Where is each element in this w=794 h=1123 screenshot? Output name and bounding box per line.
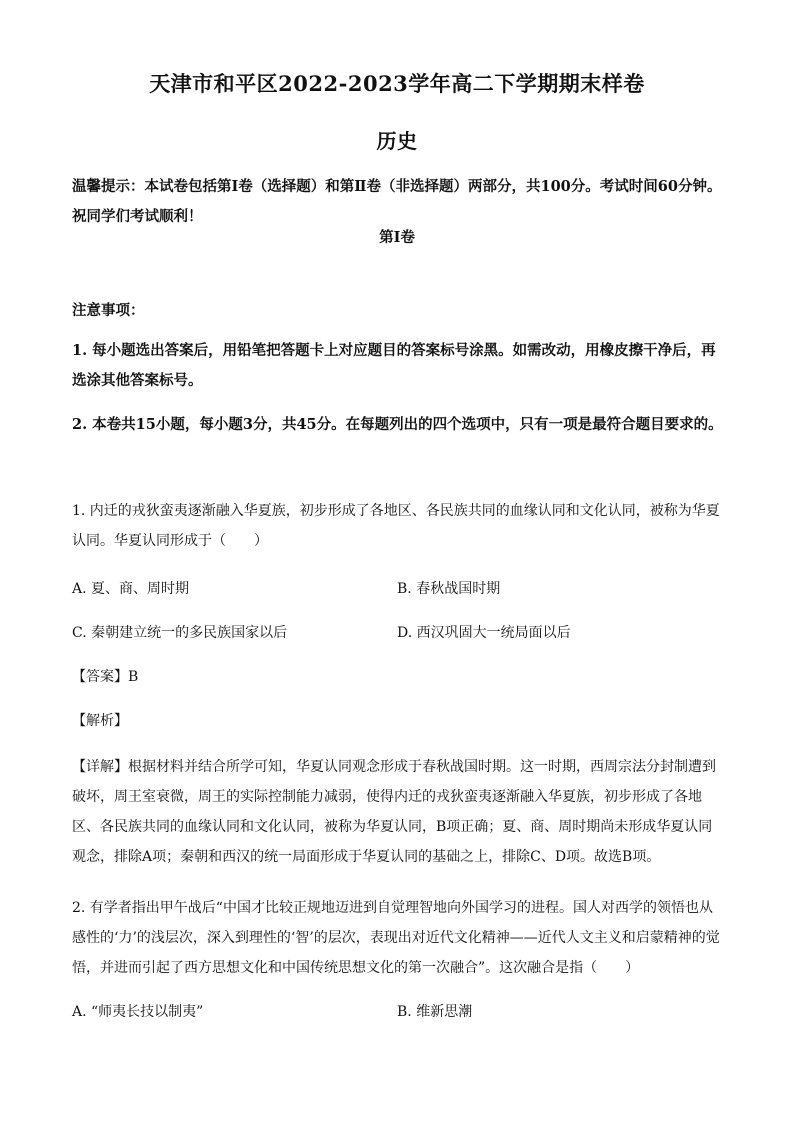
question-1-stem: 1. 内迁的戎狄蛮夷逐渐融入华夏族，初步形成了各地区、各民族共同的血缘认同和文化认同，被称为华夏认同。华夏认同形成于（ ） bbox=[72, 503, 720, 549]
question-2-option-a: A. “师夷长技以制夷” bbox=[72, 1004, 204, 1020]
notice-item-1: 1. 每小题选出答案后，用铅笔把答题卡上对应题目的答案标号涂黑。如需改动，用橡皮擦干净后，再选涂其他答案标号。 bbox=[72, 342, 716, 389]
question-1-option-b: B. 春秋战国时期 bbox=[397, 581, 501, 597]
question-1-detail bbox=[72, 752, 724, 872]
answer-value: B bbox=[128, 669, 139, 685]
question-1-answer bbox=[72, 667, 138, 687]
question-2-option-b: B. 维新思潮 bbox=[397, 1004, 473, 1020]
question-1-option-c: C. 秦朝建立统一的多民族国家以后 bbox=[72, 625, 288, 641]
reminder-text: 温馨提示：本试卷包括第Ⅰ卷（选择题）和第Ⅱ卷（非选择题）两部分，共100分。考试时间60分钟。祝同学们考试顺利！ bbox=[72, 178, 722, 225]
detail-text: 根据材料并结合所学可知，华夏认同观念形成于春秋战国时期。这一时期，西周宗法分封制遭到破坏，周王室衰微，周王的实际控制能力减弱，使得内迁的戎狄蛮夷逐渐融入华夏族，初步形成了各地区、各民族共同的血缘认同和文化认同，被称为华夏认同，B项正确；夏、商、周时期尚未形成华夏认同观念，排除A项；秦朝和西汉的统一局面形成于华夏认同的基础之上，排除C、D项。故选B项。 bbox=[72, 759, 716, 865]
question-1-option-d: D. 西汉巩固大一统局面以后 bbox=[397, 625, 571, 641]
question-2-stem: 2. 有学者指出甲午战后“中国才比较正规地迈进到自觉理智地向外国学习的进程。国人对西学的领悟也从感性的‘力’的浅层次，深入到理性的‘智’的层次，表现出对近代文化精神——近代人文主义和启蒙精神的觉悟，并进而引起了西方思想文化和中国传统思想文化的第一次融合”。这次融合是指（ ） bbox=[72, 900, 720, 976]
subject-title: 历史 bbox=[376, 129, 418, 153]
question-1-option-a: A. 夏、商、周时期 bbox=[72, 581, 190, 597]
exam-title: 天津市和平区2022-2023学年高二下学期期末样卷 bbox=[149, 71, 645, 96]
question-1-analysis-tag: 【解析】 bbox=[72, 713, 128, 729]
detail-tag: 【详解】 bbox=[72, 759, 128, 775]
notice-heading: 注意事项： bbox=[72, 302, 145, 319]
notice-item-2: 2. 本卷共15小题，每小题3分，共45分。在每题列出的四个选项中，只有一项是最符合题目要求的。 bbox=[72, 416, 723, 433]
answer-tag: 【答案】 bbox=[72, 669, 128, 685]
section-heading: 第Ⅰ卷 bbox=[379, 229, 415, 246]
